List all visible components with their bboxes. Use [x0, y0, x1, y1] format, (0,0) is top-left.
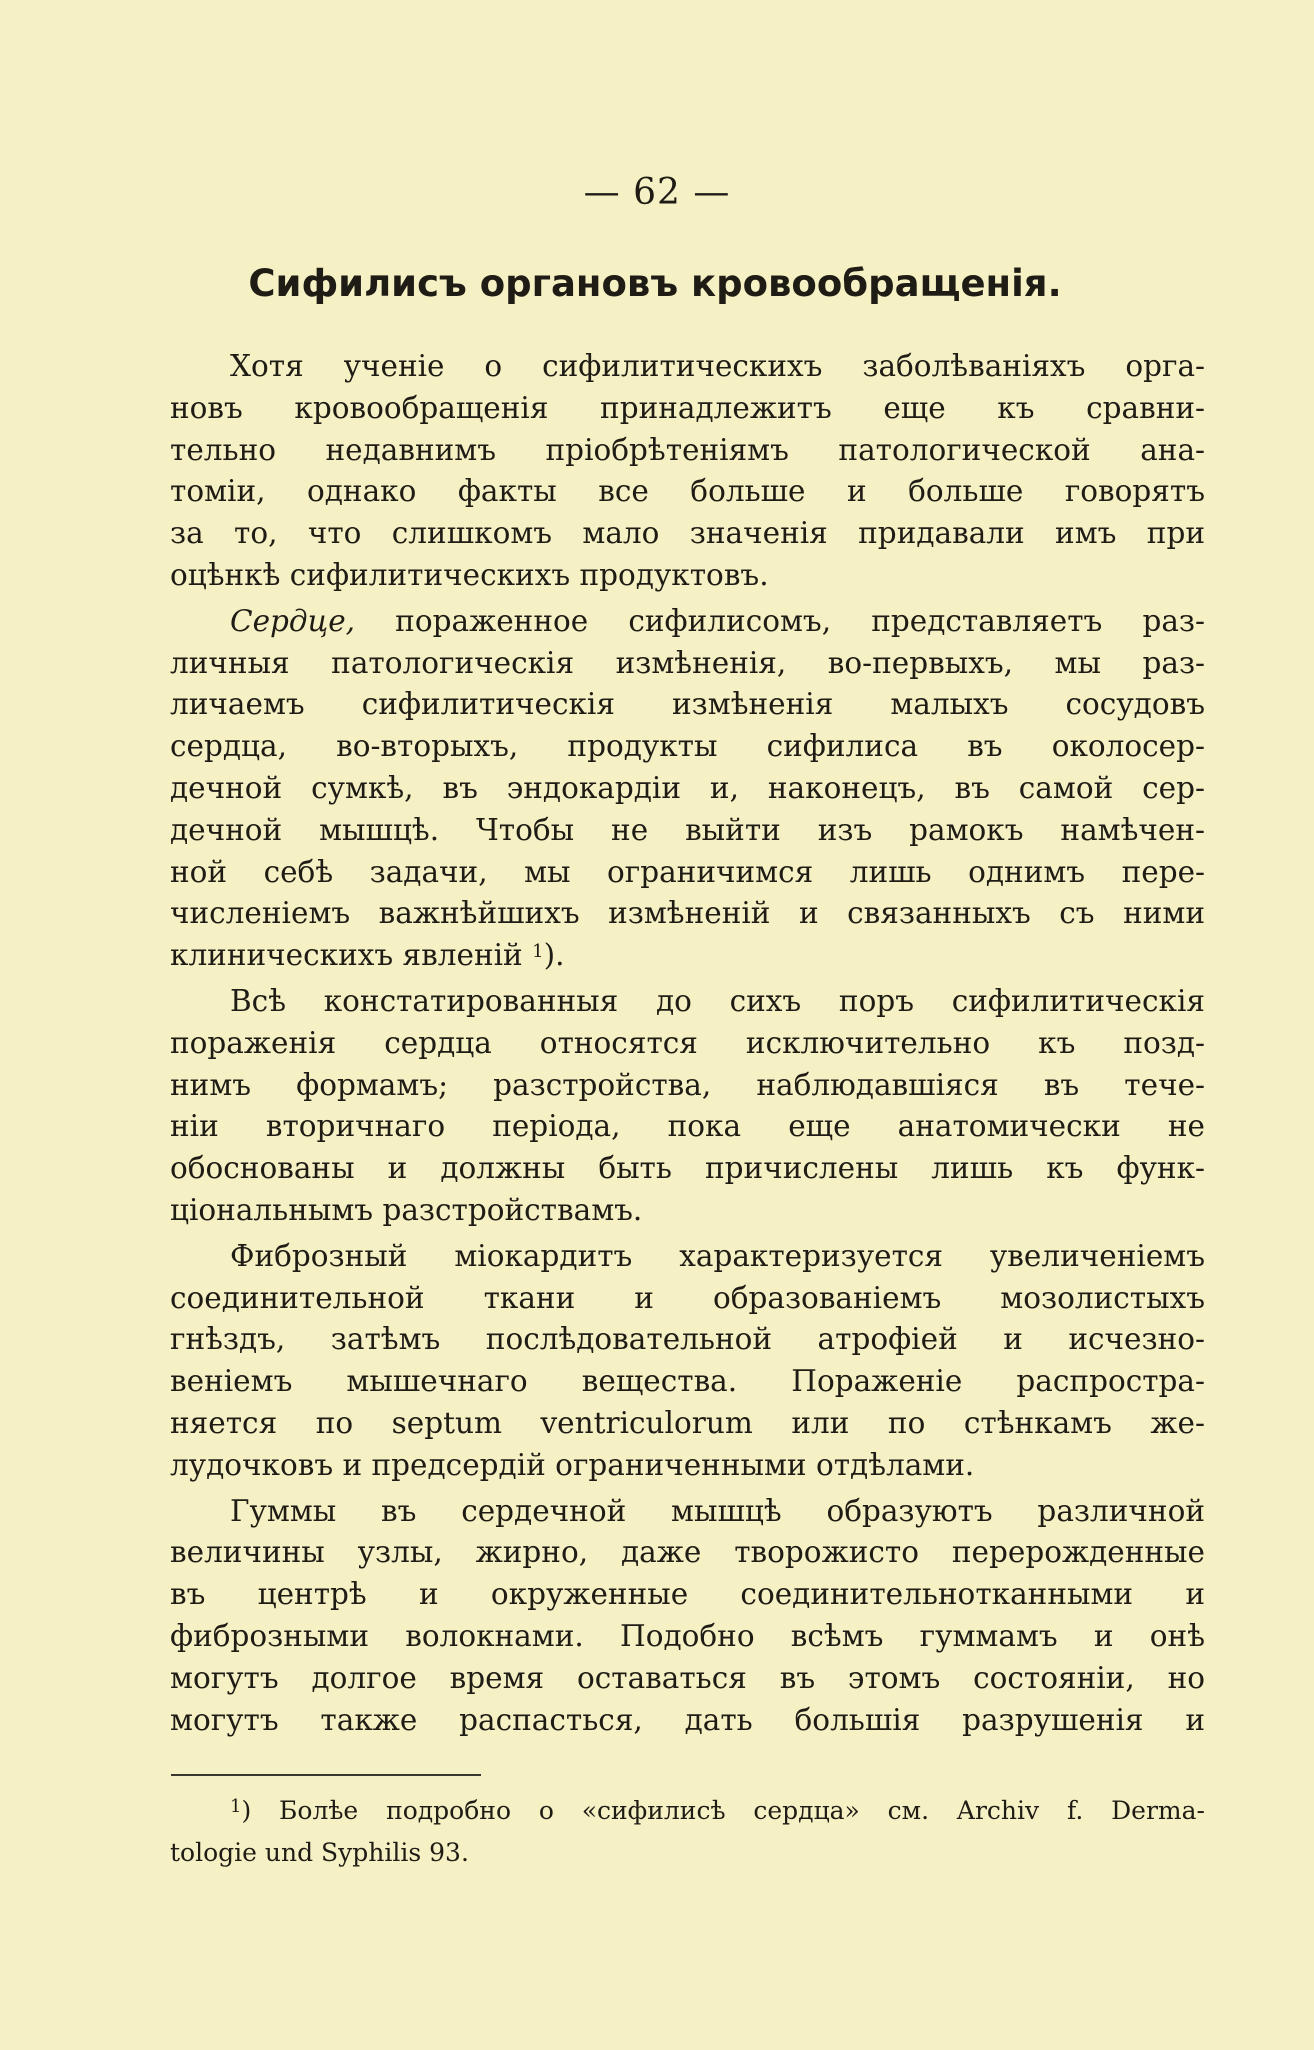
footnote-marker: 1	[230, 1796, 242, 1817]
text-line: сердца, во-вторыхъ, продукты сифилиса въ околосер-	[170, 729, 1205, 764]
text-line: тельно недавнимъ пріобрѣтеніямъ патологической ана-	[170, 432, 1205, 467]
text-line: лудочковъ и предсердій ограниченными отдѣлами.	[170, 1447, 975, 1482]
text-line: дечной сумкѣ, въ эндокардіи и, наконецъ, въ самой сер-	[170, 770, 1205, 805]
text-line: пораженія сердца относятся исключительно къ позд-	[170, 1025, 1205, 1060]
text-line: могутъ также распасться, дать большія разрушенія и	[170, 1702, 1205, 1737]
text-line: томіи, однако факты все больше и больше говорятъ	[170, 474, 1205, 509]
text-line: обоснованы и должны быть причислены лишь къ функ-	[170, 1151, 1205, 1186]
text-line: въ центрѣ и окруженные соединительнотканными и	[170, 1577, 1205, 1612]
paragraph-2	[170, 601, 1205, 977]
footnote	[170, 1792, 1205, 1872]
text-line	[170, 601, 1205, 643]
footnote-ref[interactable]: 1	[532, 941, 544, 963]
footnote-line: tologie und Syphilis 93.	[170, 1837, 469, 1867]
text-line: Всѣ констатированныя до сихъ поръ сифилитическія	[230, 983, 1205, 1018]
text-line: Фиброзный міокардитъ характеризуется увеличеніемъ	[230, 1238, 1205, 1273]
text-fragment: клиническихъ явленій	[170, 938, 523, 973]
text-line: Хотя ученіе о сифилитическихъ заболѣваніяхъ орга-	[230, 349, 1205, 383]
text-line: величины узлы, жирно, даже творожисто перерожденные	[170, 1535, 1205, 1570]
text-line: гнѣздъ, затѣмъ послѣдовательной атрофіей и исчезно-	[170, 1322, 1205, 1357]
text-line: ной себѣ задачи, мы ограничимся лишь однимъ пере-	[170, 854, 1205, 889]
body-text	[170, 346, 1205, 1741]
text-line: оцѣнкѣ сифилитическихъ продуктовъ.	[170, 557, 769, 592]
text-line: ціональнымъ разстройствамъ.	[170, 1192, 643, 1227]
chapter-title: Сифилисъ органовъ кровообращенія.	[248, 262, 1062, 305]
text-line: личаемъ сифилитическія измѣненія малыхъ сосудовъ	[170, 687, 1205, 722]
text-line: дечной мышцѣ. Чтобы не выйти изъ рамокъ намѣчен-	[170, 812, 1205, 847]
paragraph-3	[170, 981, 1205, 1232]
text-line: могутъ долгое время оставаться въ этомъ состояніи, но	[170, 1660, 1205, 1695]
text-line: Гуммы въ сердечной мышцѣ образуютъ различной	[230, 1493, 1205, 1528]
paragraph-4	[170, 1236, 1205, 1487]
text-line: нимъ формамъ; разстройства, наблюдавшіяся въ тече-	[170, 1067, 1205, 1102]
text-line: за то, что слишкомъ мало значенія придавали имъ при	[170, 516, 1205, 551]
paragraph-5	[170, 1491, 1205, 1742]
text-line	[170, 935, 1205, 977]
text-line: соединительной ткани и образованіемъ мозолистыхъ	[170, 1280, 1205, 1315]
italic-term: Сердце,	[230, 603, 356, 638]
text-line: няется по septum ventriculorum или по стѣнкамъ же-	[170, 1405, 1205, 1440]
footnote-line	[170, 1792, 1205, 1834]
text-fragment: пораженное сифилисомъ, представляетъ раз-	[355, 603, 1205, 638]
text-fragment: ).	[543, 938, 565, 973]
text-line: фиброзными волокнами. Подобно всѣмъ гуммамъ и онѣ	[170, 1618, 1205, 1653]
text-line: новъ кровообращенія принадлежитъ еще къ сравни-	[170, 390, 1205, 425]
text-line: веніемъ мышечнаго вещества. Пораженіе распростра-	[170, 1364, 1205, 1399]
page-number: — 62 —	[583, 172, 731, 213]
text-line: личныя патологическія измѣненія, во-первыхъ, мы раз-	[170, 645, 1205, 680]
text-line: численіемъ важнѣйшихъ измѣненій и связанныхъ съ ними	[170, 896, 1205, 931]
text-fragment: ) Болѣе подробно о «сифилисѣ сердца» см. Archiv f. Derma-	[241, 1796, 1205, 1825]
footnote-divider	[171, 1774, 481, 1776]
paragraph-1	[170, 346, 1205, 597]
text-line: ніи вторичнаго періода, пока еще анатомически не	[170, 1109, 1205, 1144]
